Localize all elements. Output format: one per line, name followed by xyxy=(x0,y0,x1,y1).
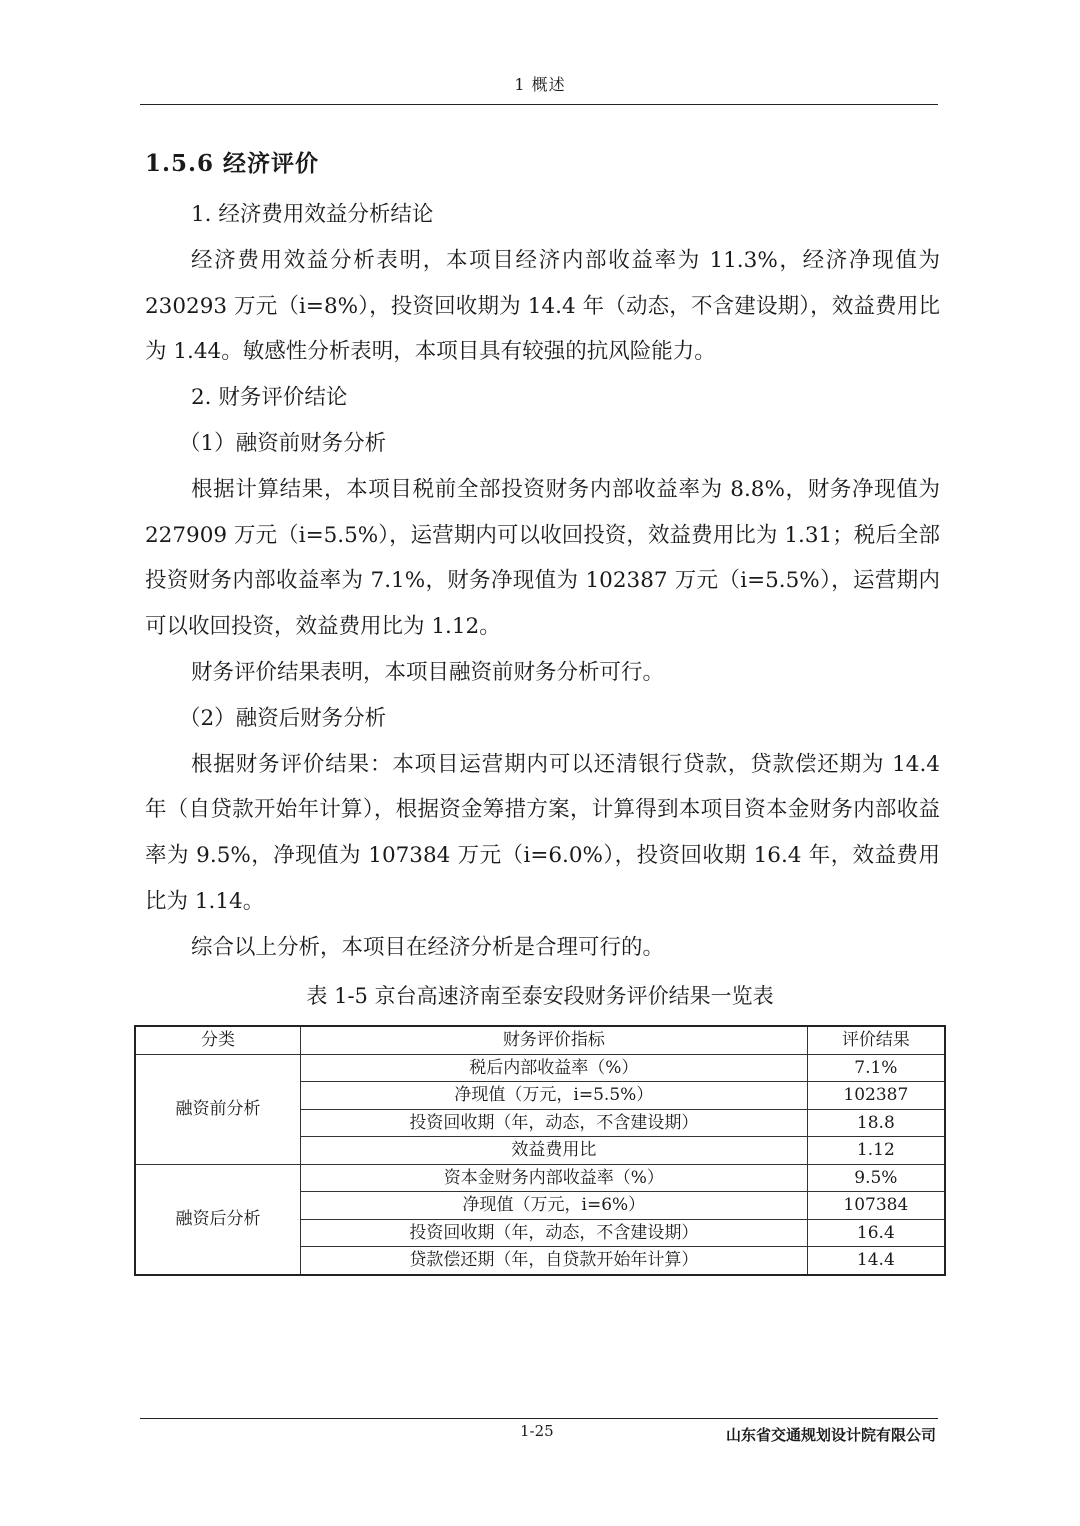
subheading-pre-financing: （1）融资前财务分析 xyxy=(179,430,387,456)
column-header-category: 分类 xyxy=(135,1026,301,1054)
footer-rule xyxy=(140,1418,938,1419)
paragraph-pre-financing: 根据计算结果，本项目税前全部投资财务内部收益率为 8.8%，财务净现值为 227909 万元（i=5.5%），运营期内可以收回投资，效益费用比为 1.31；税后全部投资财务内部收益率为 7.1%，财务净现值为 102387 万元（i=5.5%），运营期内可以收回投资，效益费用比为 1.12。 xyxy=(145,476,940,640)
paragraph-economic-analysis: 经济费用效益分析表明，本项目经济内部收益率为 11.3%，经济净现值为 230293 万元（i=8%），投资回收期为 14.4 年（动态，不含建设期），效益费用比为 1.44。敏感性分析表明，本项目具有较强的抗风险能力。 xyxy=(145,247,940,365)
indicator-cell: 净现值（万元，i=6%） xyxy=(301,1192,808,1220)
subheading-post-financing: （2）融资后财务分析 xyxy=(179,705,387,731)
result-cell: 1.12 xyxy=(807,1137,945,1165)
category-cell-post-financing: 融资后分析 xyxy=(135,1164,301,1275)
section-heading: 1.5.6 经济评价 xyxy=(145,150,320,177)
indicator-cell: 贷款偿还期（年，自贷款开始年计算） xyxy=(301,1247,808,1275)
table-header-row xyxy=(135,1026,945,1054)
page-header-title: 1 概述 xyxy=(514,75,566,94)
result-cell: 18.8 xyxy=(807,1109,945,1137)
financial-evaluation-table xyxy=(134,1025,946,1276)
indicator-cell: 投资回收期（年，动态，不含建设期） xyxy=(301,1219,808,1247)
header-rule xyxy=(140,104,938,105)
result-cell: 14.4 xyxy=(807,1247,945,1275)
result-cell: 107384 xyxy=(807,1192,945,1220)
subheading-financial-evaluation: 2. 财务评价结论 xyxy=(191,385,348,411)
result-cell: 9.5% xyxy=(807,1164,945,1192)
paragraph-pre-financing-conclusion: 财务评价结果表明，本项目融资前财务分析可行。 xyxy=(191,659,665,685)
category-cell-pre-financing: 融资前分析 xyxy=(135,1054,301,1164)
table-row xyxy=(135,1164,945,1192)
result-cell: 102387 xyxy=(807,1082,945,1110)
company-name: 山东省交通规划设计院有限公司 xyxy=(725,1426,936,1444)
result-cell: 7.1% xyxy=(807,1054,945,1082)
indicator-cell: 税后内部收益率（%） xyxy=(301,1054,808,1082)
indicator-cell: 效益费用比 xyxy=(301,1137,808,1165)
indicator-cell: 资本金财务内部收益率（%） xyxy=(301,1164,808,1192)
table-row xyxy=(135,1054,945,1082)
body-text xyxy=(145,192,940,971)
column-header-result: 评价结果 xyxy=(807,1026,945,1054)
page-number: 1-25 xyxy=(520,1422,554,1440)
paragraph-post-financing: 根据财务评价结果：本项目运营期内可以还清银行贷款，贷款偿还期为 14.4 年（自贷款开始年计算），根据资金筹措方案，计算得到本项目资本金财务内部收益率为 9.5%，净现值为 107384 万元（i=6.0%），投资回收期 16.4 年，效益费用比为 1.14。 xyxy=(145,751,940,914)
result-cell: 16.4 xyxy=(807,1219,945,1247)
paragraph-overall-conclusion: 综合以上分析，本项目在经济分析是合理可行的。 xyxy=(191,934,665,960)
column-header-indicator: 财务评价指标 xyxy=(301,1026,808,1054)
indicator-cell: 净现值（万元，i=5.5%） xyxy=(301,1082,808,1110)
subheading-economic-analysis: 1. 经济费用效益分析结论 xyxy=(191,202,434,227)
table-caption: 表 1-5 京台高速济南至泰安段财务评价结果一览表 xyxy=(306,984,774,1008)
indicator-cell: 投资回收期（年，动态，不含建设期） xyxy=(301,1109,808,1137)
